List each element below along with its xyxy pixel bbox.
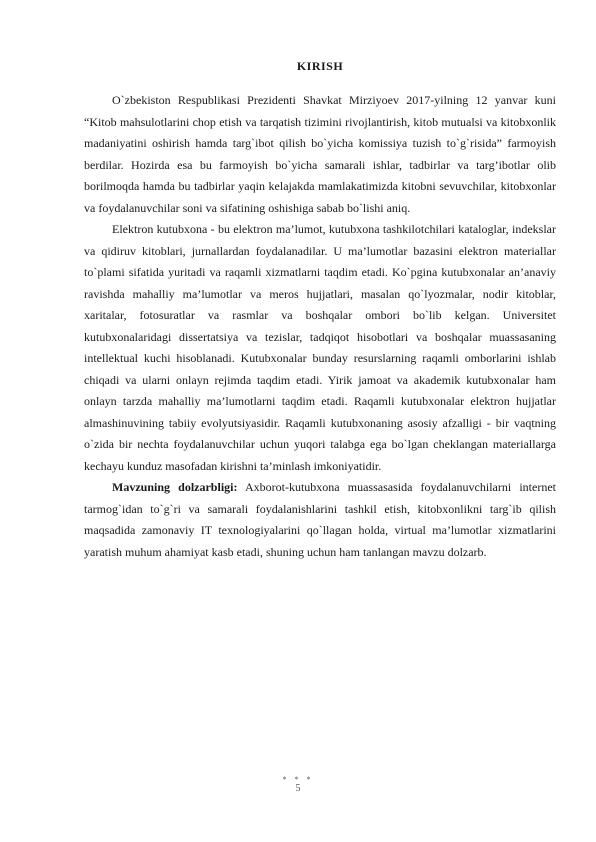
paragraph-electronic-library bbox=[84, 219, 556, 477]
page-footer bbox=[0, 776, 596, 794]
paragraph-intro bbox=[84, 90, 556, 219]
paragraph-text: O`zbekiston Respublikasi Prezidenti Shavkat Mirziyoev 2017-yilning 12 yanvar kuni “Kitob mahsulotlarini chop etish va tarqatish tizimini rivojlantirish, kitob mutualsi va kitobxonlik madaniyatini oshirish hamda targ`ibot qilish bo`yicha komissiya tuzish to`g`risida” farmoyish berdilar. Hozirda esa bu farmoyish bo`yicha samarali ishlar, tadbirlar va targ’ibotlar olib borilmoqda hamda bu tadbirlar yaqin kelajakda mamlakatimizda kitobni sevuvchilar, kitobxonlar va foydalanuvchilar soni va sifatining oshishiga sabab bo`lishi aniq. bbox=[84, 93, 556, 215]
paragraph-topic-relevance bbox=[84, 477, 556, 563]
page-number: 5 bbox=[295, 783, 301, 794]
footer-ornament: * * * bbox=[282, 775, 314, 784]
page-title: KIRISH bbox=[296, 59, 344, 73]
paragraph-lead: Mavzuning dolzarbligi: bbox=[112, 480, 238, 494]
document-page bbox=[84, 58, 556, 563]
paragraph-text: Axborot-kutubxona muassasasida foydalanuvchilarni internet tarmog`idan to`g`ri va samarali foydalanishlarini tashkil etish, kitobxonlikni targ`ib qilish maqsadida zamonaviy IT texnologiyalarini qo`llagan holda, virtual ma’lumotlar xizmatlarini yaratish muhum ahamiyat kasb etadi, shuning uchun ham tanlangan mavzu dolzarb. bbox=[84, 480, 556, 559]
paragraph-text: Elektron kutubxona - bu elektron ma’lumot, kutubxona tashkilotchilari kataloglar, indekslar va qidiruv kitoblari, jurnallardan foydalanadilar. U ma’lumotlar bazasini elektron materiallar to`plami sifatida yuritadi va raqamli xizmatlarni taqdim etadi. Ko`pgina kutubxonalar an’anaviy ravishda mahalliy ma’lumotlar va meros hujjatlari, masalan qo`lyozmalar, nodir kitoblar, xaritalar, fotosuratlar va rasmlar va boshqalar ombori bo`lib kelgan. Universitet kutubxonalaridagi dissertatsiya va tezislar, tadqiqot hisobotlari va boshqalar muassasaning intellektual kuchi hisoblanadi. Kutubxonalar bunday resurslarning raqamli omborlarini ishlab chiqadi va ularni onlayn rejimda taqdim etadi. Yirik jamoat va akademik kutubxonalar ham onlayn tarzda mahalliy ma’lumotlarni taqdim etadi. Raqamli kutubxonalar elektron hujjatlar almashinuvining tabiiy evolyutsiyasidir. Raqamli kutubxonaning asosiy afzalligi - bir vaqtning o`zida bir nechta foydalanuvchilar uchun yuqori talabga ega bo`lgan cheklangan materiallarga kechayu kunduz masofadan kirishni ta’minlash imkoniyatidir. bbox=[84, 222, 556, 473]
